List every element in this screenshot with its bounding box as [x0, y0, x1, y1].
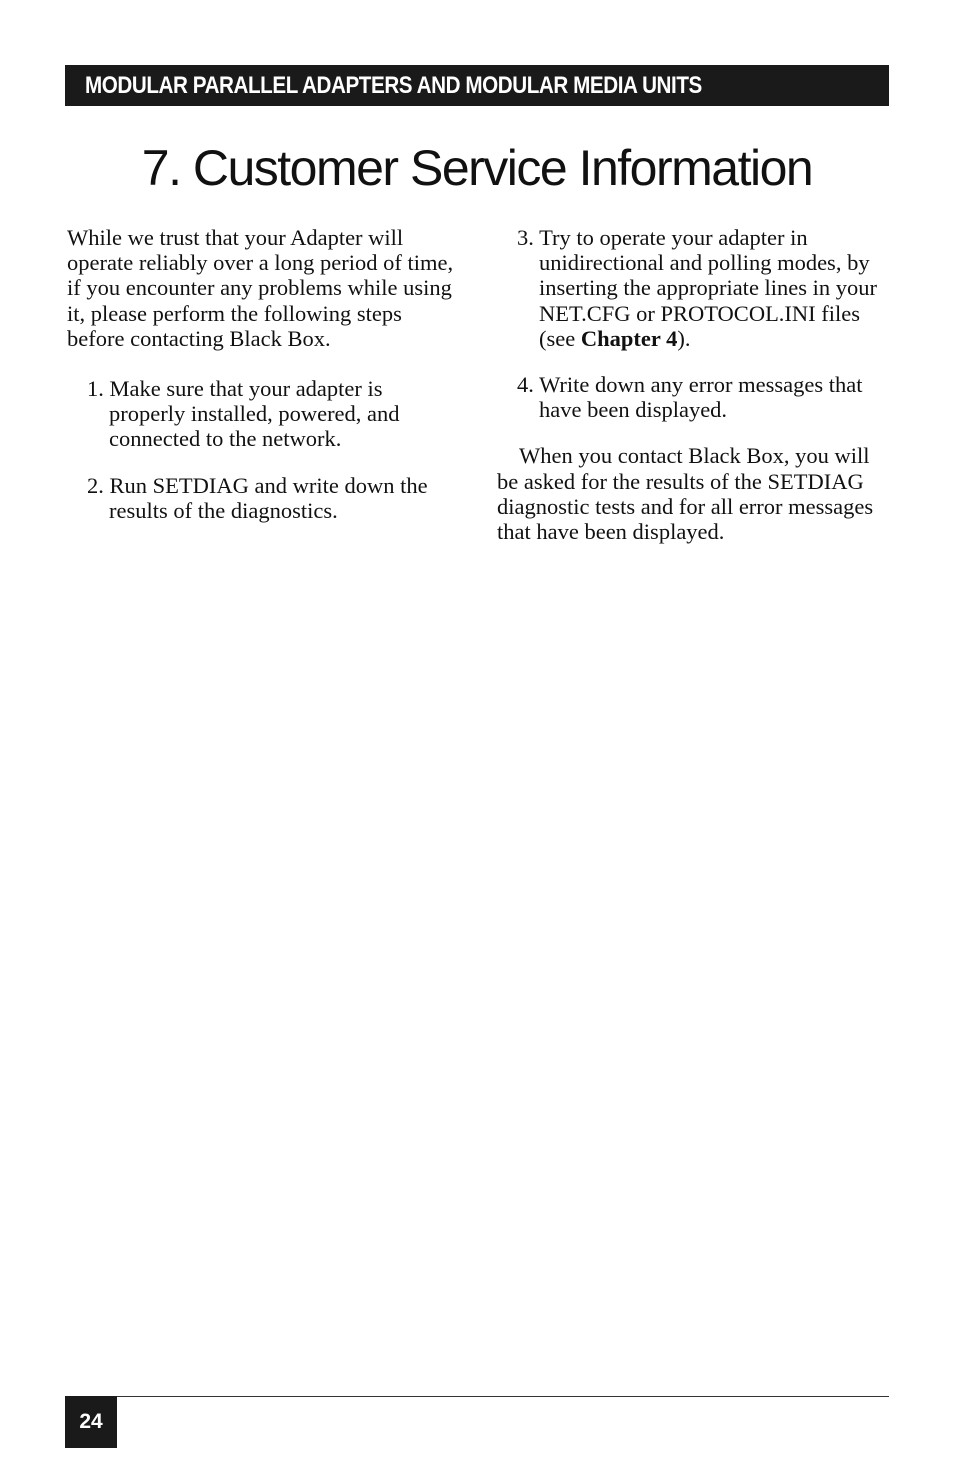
step-4: 4. Write down any error messages that have been displayed. — [517, 372, 863, 423]
running-header — [65, 65, 889, 106]
step-3-end: ). — [677, 325, 691, 351]
step-3-text: 3. Try to operate your adapter in unidirectional and polling modes, by inserting the appropriate lines in your NET.CFG or PROTOCOL.INI files (see — [517, 225, 878, 351]
page-number: 24 — [79, 1410, 103, 1433]
intro-paragraph: While we trust that your Adapter will operate reliably over a long period of time, if you encounter any problems while using it, please perform the following steps before contacting Black Box. — [67, 225, 454, 351]
chapter-title: 7. Customer Service Information — [141, 140, 813, 196]
chapter-reference: Chapter 4 — [580, 325, 678, 351]
running-header-title: MODULAR PARALLEL ADAPTERS AND MODULAR MEDIA UNITS — [85, 71, 702, 99]
right-column — [497, 225, 889, 544]
closing-paragraph: When you contact Black Box, you will be asked for the results of the SETDIAG diagnostic tests and for all error messages that have been displayed. — [497, 443, 874, 545]
footer-rule — [65, 1396, 889, 1397]
left-column — [67, 225, 462, 544]
page-number-box — [65, 1396, 117, 1448]
step-1: 1. Make sure that your adapter is properly installed, powered, and connected to the network. — [87, 376, 400, 452]
step-2: 2. Run SETDIAG and write down the results of the diagnostics. — [87, 472, 428, 523]
step-3 — [497, 225, 889, 351]
